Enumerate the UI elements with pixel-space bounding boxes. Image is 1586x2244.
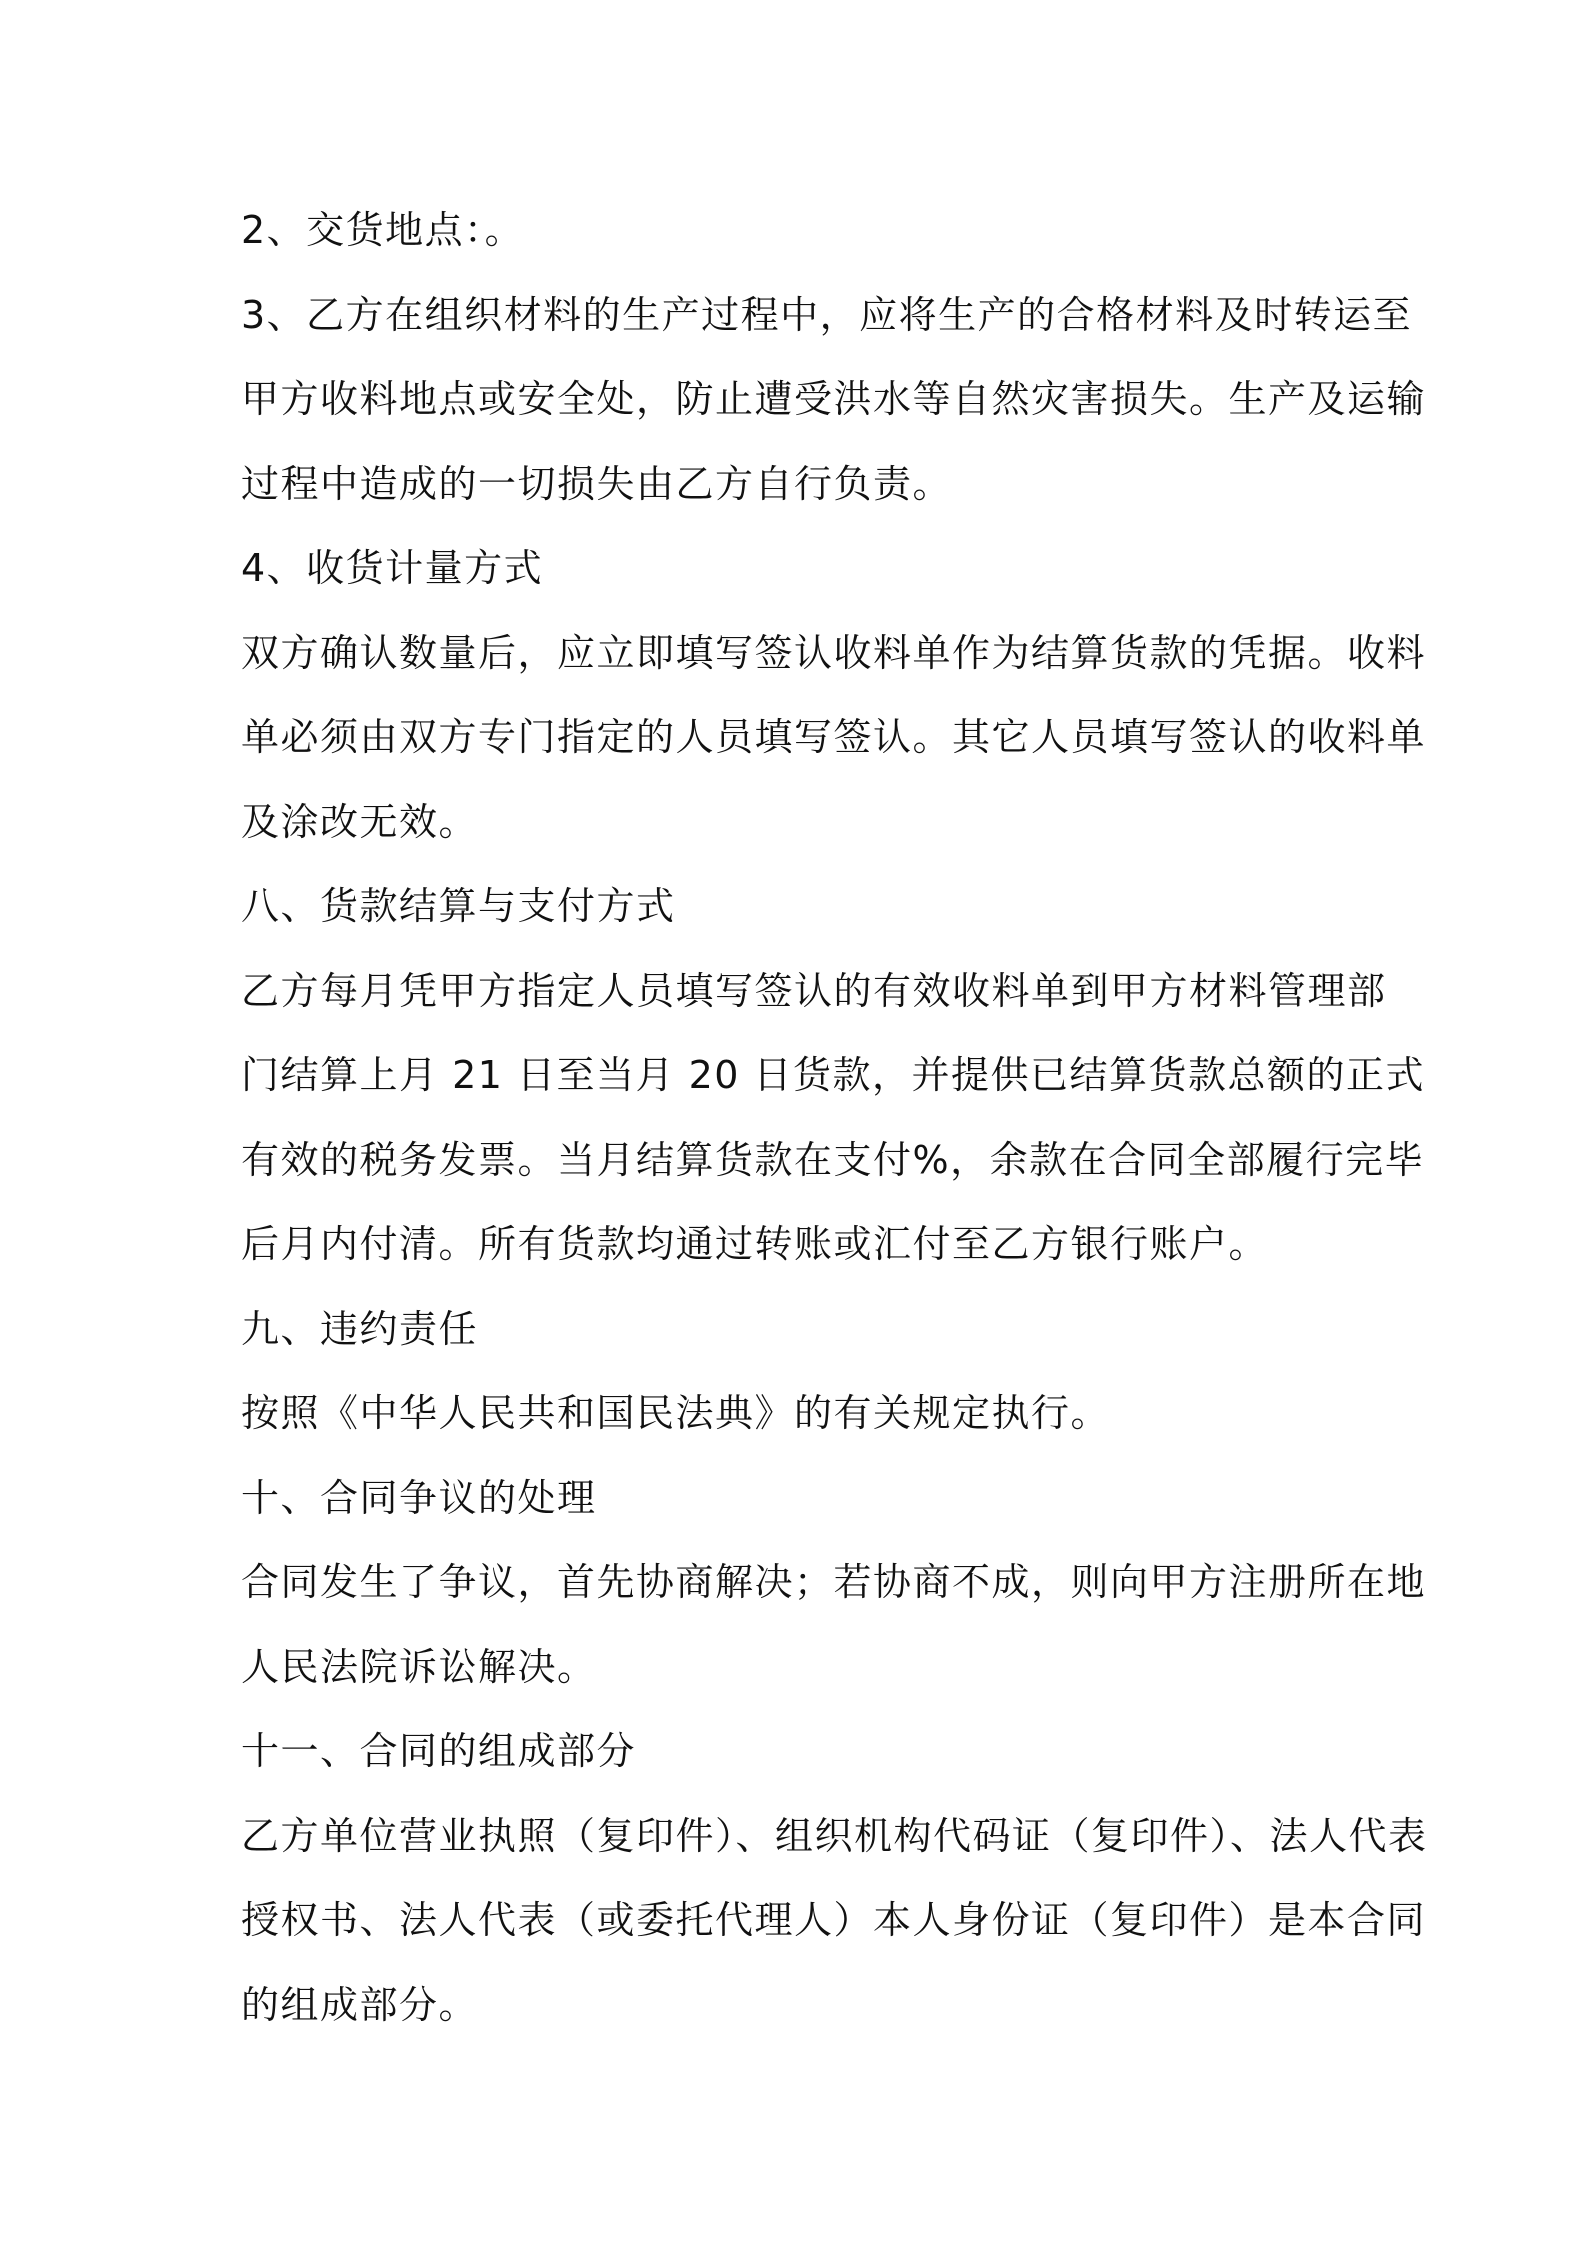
section-10-line-2: 人民法院诉讼解决。	[241, 1644, 597, 1689]
contract-text	[241, 198, 1428, 2057]
section-10-heading: 十、合同争议的处理	[241, 1475, 597, 1520]
clause-3-line-1: 3、乙方在组织材料的生产过程中，应将生产的合格材料及时转运至	[241, 292, 1413, 337]
clause-4-line-1: 双方确认数量后，应立即填写签认收料单作为结算货款的凭据。收料	[241, 630, 1427, 675]
section-11-line-2: 授权书、法人代表（或委托代理人）本人身份证（复印件）是本合同	[241, 1898, 1427, 1942]
section-10-line-1: 合同发生了争议，首先协商解决；若协商不成，则向甲方注册所在地	[241, 1560, 1427, 1604]
clause-4-line-3: 及涂改无效。	[241, 799, 479, 844]
clause-3-line-2: 甲方收料地点或安全处，防止遭受洪水等自然灾害损失。生产及运输	[241, 377, 1427, 421]
section-8-line-4: 后月内付清。所有货款均通过转账或汇付至乙方银行账户。	[241, 1222, 1269, 1266]
section-9-heading: 九、违约责任	[241, 1306, 479, 1351]
clause-4-heading: 4、收货计量方式	[241, 546, 544, 590]
section-11-line-3: 的组成部分。	[241, 1982, 479, 2027]
section-8-line-1: 乙方每月凭甲方指定人员填写签认的有效收料单到甲方材料管理部	[241, 968, 1387, 1013]
section-11-heading: 十一、合同的组成部分	[241, 1729, 637, 1773]
clause-3-line-3: 过程中造成的一切损失由乙方自行负责。	[241, 461, 953, 506]
section-8-line-2: 门结算上月 21 日至当月 20 日货款，并提供已结算货款总额的正式	[241, 1053, 1426, 1097]
section-9-line-1: 按照《中华人民共和国民法典》的有关规定执行。	[241, 1391, 1111, 1435]
section-11-line-1: 乙方单位营业执照（复印件）、组织机构代码证（复印件）、法人代表	[241, 1813, 1428, 1858]
section-8-heading: 八、货款结算与支付方式	[241, 884, 676, 928]
delivery-location-line: 2、交货地点：。	[241, 208, 525, 252]
clause-4-line-2: 单必须由双方专门指定的人员填写签认。其它人员填写签认的收料单	[241, 715, 1427, 759]
section-8-line-3: 有效的税务发票。当月结算货款在支付%，余款在合同全部履行完毕	[241, 1137, 1425, 1182]
